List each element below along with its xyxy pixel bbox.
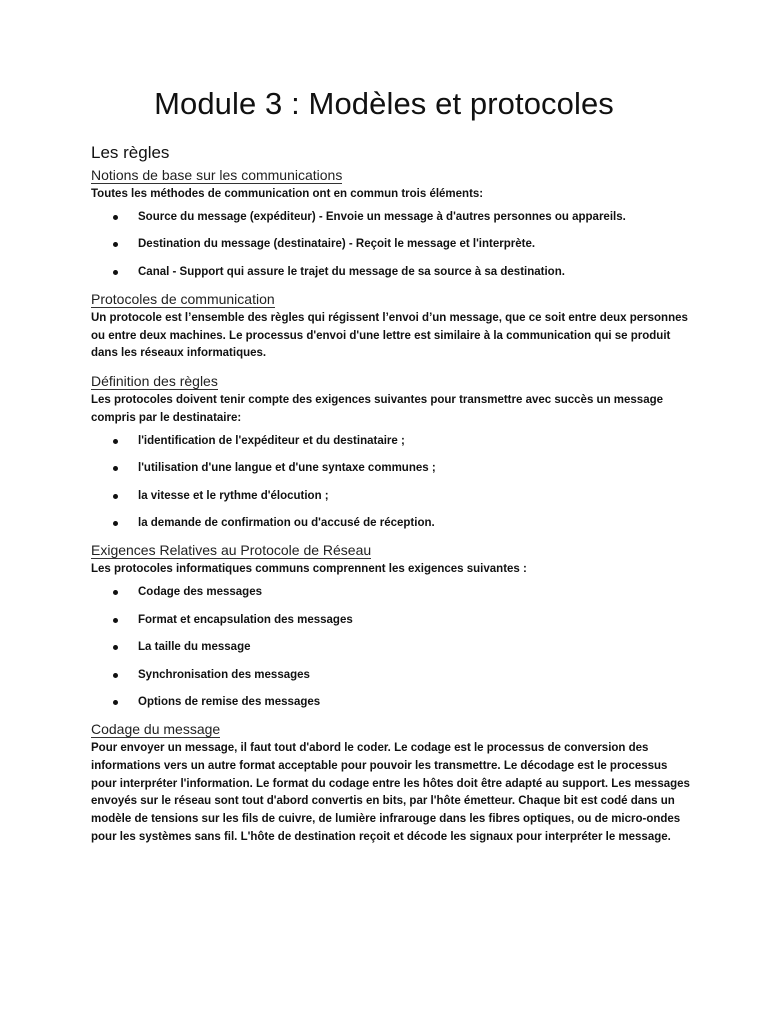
bullet-icon xyxy=(113,618,118,623)
document-body xyxy=(91,143,691,847)
list-item-text: Codage des messages xyxy=(138,586,263,599)
section-communication-basics xyxy=(91,167,691,281)
paragraph-communication-basics-intro: Toutes les méthodes de communication ont en commun trois éléments: xyxy=(91,188,484,200)
paragraph-network-protocol-intro: Les protocoles informatiques communs comprennent les exigences suivantes : xyxy=(91,563,527,576)
subheading-message-encoding: Codage du message xyxy=(91,721,221,738)
subheading-rules-definition: Définition des règles xyxy=(91,373,218,390)
list-rules-requirements xyxy=(91,433,691,533)
bullet-icon xyxy=(113,215,118,220)
section-rules-definition xyxy=(91,373,691,532)
section-network-protocol-requirements xyxy=(91,542,691,711)
list-item xyxy=(91,584,691,601)
list-item-text: Format et encapsulation des messages xyxy=(138,613,353,626)
list-item xyxy=(91,515,691,532)
page-title: Module 3 : Modèles et protocoles xyxy=(154,86,614,121)
list-item-text: Source du message (expéditeur) - Envoie un message à d'autres personnes ou appareils. xyxy=(138,210,626,223)
list-item xyxy=(91,488,691,505)
list-item-text: Synchronisation des messages xyxy=(138,668,310,681)
bullet-icon xyxy=(113,242,118,247)
list-item xyxy=(91,639,691,656)
list-item-text: la demande de confirmation ou d'accusé de réception. xyxy=(138,517,435,530)
paragraph-message-encoding: Pour envoyer un message, il faut tout d'abord le coder. Le codage est le processus de conversion des informations vers un autre format acceptable pour pouvoir les transmettre. Le décodage est le processus pour interpréter l'information. Le format du codage entre les hôtes doit être adapté au support. Les messages envoyés sur le réseau sont tout d'abord convertis en bits, par l'hôte émetteur. Chaque bit est codé dans un modèle de tensions sur les fils de cuivre, de lumière infrarouge dans les fibres optiques, ou de micro-ondes pour les systèmes sans fil. L'hôte de destination reçoit et décode les signaux pour interpréter le message. xyxy=(91,742,690,844)
list-item-text: Canal - Support qui assure le trajet du message de sa source à sa destination. xyxy=(138,265,565,278)
list-item xyxy=(91,667,691,684)
bullet-icon xyxy=(113,521,118,526)
list-item-text: La taille du message xyxy=(138,641,251,654)
bullet-icon xyxy=(113,270,118,275)
subheading-network-protocol-requirements: Exigences Relatives au Protocole de Réseau xyxy=(91,542,372,559)
list-item-text: l'utilisation d'une langue et d'une syntaxe communes ; xyxy=(138,462,436,475)
list-item-text: la vitesse et le rythme d'élocution ; xyxy=(138,489,329,502)
section-communication-protocols xyxy=(91,291,691,363)
subheading-communication-basics: Notions de base sur les communications xyxy=(91,167,343,183)
list-item xyxy=(91,694,691,711)
bullet-icon xyxy=(113,494,118,499)
bullet-icon xyxy=(113,439,118,444)
subheading-communication-protocols: Protocoles de communication xyxy=(91,290,275,307)
list-network-protocol-requirements xyxy=(91,584,691,711)
section-heading-rules: Les règles xyxy=(91,143,170,162)
bullet-icon xyxy=(113,590,118,595)
paragraph-communication-protocols: Un protocole est l’ensemble des règles qui régissent l’envoi d’un message, que ce soit entre deux personnes ou entre deux machines. Le processus d'envoi d'une lettre est similaire à la communication qui se produit dans les réseaux informatiques. xyxy=(91,311,688,360)
list-item xyxy=(91,209,691,226)
paragraph-rules-definition-intro: Les protocoles doivent tenir compte des exigences suivantes pour transmettre avec succès un message compris par le destinataire: xyxy=(91,394,664,424)
list-item xyxy=(91,460,691,477)
list-item xyxy=(91,612,691,629)
list-item-text: Options de remise des messages xyxy=(138,696,321,709)
bullet-icon xyxy=(113,645,118,650)
section-message-encoding xyxy=(91,721,691,847)
bullet-icon xyxy=(113,700,118,705)
list-item xyxy=(91,264,691,281)
list-item xyxy=(91,236,691,253)
bullet-icon xyxy=(113,466,118,471)
bullet-icon xyxy=(113,673,118,678)
list-communication-elements xyxy=(91,209,691,281)
list-item-text: Destination du message (destinataire) - Reçoit le message et l'interprète. xyxy=(138,238,536,251)
list-item-text: l'identification de l'expéditeur et du destinataire ; xyxy=(138,434,405,447)
list-item xyxy=(91,433,691,450)
